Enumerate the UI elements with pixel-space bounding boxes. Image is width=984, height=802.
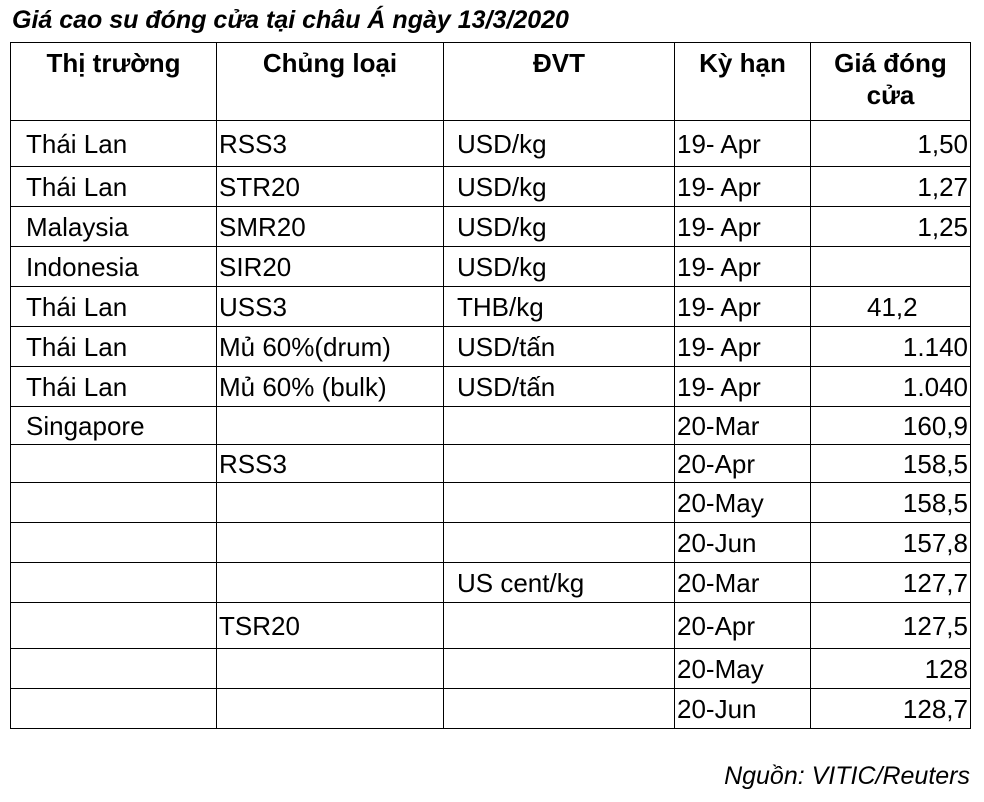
header-term: Kỳ hạn xyxy=(675,43,811,121)
cell-price: 1,50 xyxy=(811,121,971,167)
cell-unit: THB/kg xyxy=(444,287,675,327)
header-closing-price: Giá đóng cửa xyxy=(811,43,971,121)
cell-type: Mủ 60%(drum) xyxy=(217,327,444,367)
cell-term: 20-Jun xyxy=(675,523,811,563)
cell-market: Thái Lan xyxy=(11,167,217,207)
cell-price: 128,7 xyxy=(811,689,971,729)
cell-term: 20-May xyxy=(675,649,811,689)
cell-unit: USD/kg xyxy=(444,207,675,247)
cell-market xyxy=(11,523,217,563)
cell-term: 19- Apr xyxy=(675,287,811,327)
cell-market: Thái Lan xyxy=(11,121,217,167)
cell-unit xyxy=(444,649,675,689)
cell-price: 127,7 xyxy=(811,563,971,603)
cell-type: Mủ 60% (bulk) xyxy=(217,367,444,407)
table-row xyxy=(11,327,971,367)
table-row xyxy=(11,367,971,407)
cell-unit xyxy=(444,603,675,649)
cell-market: Malaysia xyxy=(11,207,217,247)
cell-type xyxy=(217,649,444,689)
table-row xyxy=(11,167,971,207)
cell-term: 20-Apr xyxy=(675,603,811,649)
table-row xyxy=(11,689,971,729)
cell-unit: USD/kg xyxy=(444,167,675,207)
cell-unit: USD/kg xyxy=(444,121,675,167)
cell-unit: US cent/kg xyxy=(444,563,675,603)
cell-market xyxy=(11,483,217,523)
cell-term: 19- Apr xyxy=(675,207,811,247)
cell-type xyxy=(217,689,444,729)
cell-term: 20-Apr xyxy=(675,445,811,483)
page-title: Giá cao su đóng cửa tại châu Á ngày 13/3/2020 xyxy=(12,6,569,34)
cell-price: 41,2 xyxy=(811,287,971,327)
cell-term: 19- Apr xyxy=(675,121,811,167)
cell-price: 127,5 xyxy=(811,603,971,649)
cell-unit: USD/tấn xyxy=(444,327,675,367)
table-row xyxy=(11,649,971,689)
cell-term: 20-Jun xyxy=(675,689,811,729)
cell-type: STR20 xyxy=(217,167,444,207)
cell-term: 19- Apr xyxy=(675,167,811,207)
cell-market: Thái Lan xyxy=(11,327,217,367)
cell-term: 19- Apr xyxy=(675,327,811,367)
table-row xyxy=(11,247,971,287)
table-row xyxy=(11,207,971,247)
cell-unit xyxy=(444,689,675,729)
cell-type: RSS3 xyxy=(217,121,444,167)
cell-price: 1,25 xyxy=(811,207,971,247)
cell-price: 160,9 xyxy=(811,407,971,445)
cell-market xyxy=(11,445,217,483)
cell-unit xyxy=(444,445,675,483)
table-row xyxy=(11,407,971,445)
cell-price: 1,27 xyxy=(811,167,971,207)
cell-market: Indonesia xyxy=(11,247,217,287)
cell-price: 128 xyxy=(811,649,971,689)
table-body xyxy=(11,121,971,729)
cell-type xyxy=(217,563,444,603)
table-row xyxy=(11,603,971,649)
table-row xyxy=(11,483,971,523)
cell-type: SIR20 xyxy=(217,247,444,287)
cell-unit: USD/kg xyxy=(444,247,675,287)
cell-term: 19- Apr xyxy=(675,247,811,287)
header-market: Thị trường xyxy=(11,43,217,121)
cell-price: 1.040 xyxy=(811,367,971,407)
table-row xyxy=(11,287,971,327)
cell-market xyxy=(11,563,217,603)
cell-term: 20-May xyxy=(675,483,811,523)
cell-type: TSR20 xyxy=(217,603,444,649)
cell-term: 19- Apr xyxy=(675,367,811,407)
cell-market xyxy=(11,649,217,689)
cell-price: 158,5 xyxy=(811,445,971,483)
cell-price xyxy=(811,247,971,287)
cell-type xyxy=(217,523,444,563)
cell-type: USS3 xyxy=(217,287,444,327)
cell-price: 158,5 xyxy=(811,483,971,523)
table-row xyxy=(11,523,971,563)
cell-type xyxy=(217,407,444,445)
cell-unit xyxy=(444,523,675,563)
cell-market: Singapore xyxy=(11,407,217,445)
rubber-price-table xyxy=(10,42,971,729)
header-unit: ĐVT xyxy=(444,43,675,121)
cell-type: SMR20 xyxy=(217,207,444,247)
table-row xyxy=(11,563,971,603)
cell-type: RSS3 xyxy=(217,445,444,483)
cell-market: Thái Lan xyxy=(11,287,217,327)
table-row xyxy=(11,121,971,167)
cell-type xyxy=(217,483,444,523)
table-row xyxy=(11,445,971,483)
cell-unit xyxy=(444,483,675,523)
source-note: Nguồn: VITIC/Reuters xyxy=(724,762,970,790)
table-header-row xyxy=(11,43,971,121)
cell-market xyxy=(11,689,217,729)
cell-market xyxy=(11,603,217,649)
cell-price: 157,8 xyxy=(811,523,971,563)
cell-price: 1.140 xyxy=(811,327,971,367)
header-type: Chủng loại xyxy=(217,43,444,121)
cell-term: 20-Mar xyxy=(675,407,811,445)
cell-unit: USD/tấn xyxy=(444,367,675,407)
cell-market: Thái Lan xyxy=(11,367,217,407)
cell-unit xyxy=(444,407,675,445)
cell-term: 20-Mar xyxy=(675,563,811,603)
